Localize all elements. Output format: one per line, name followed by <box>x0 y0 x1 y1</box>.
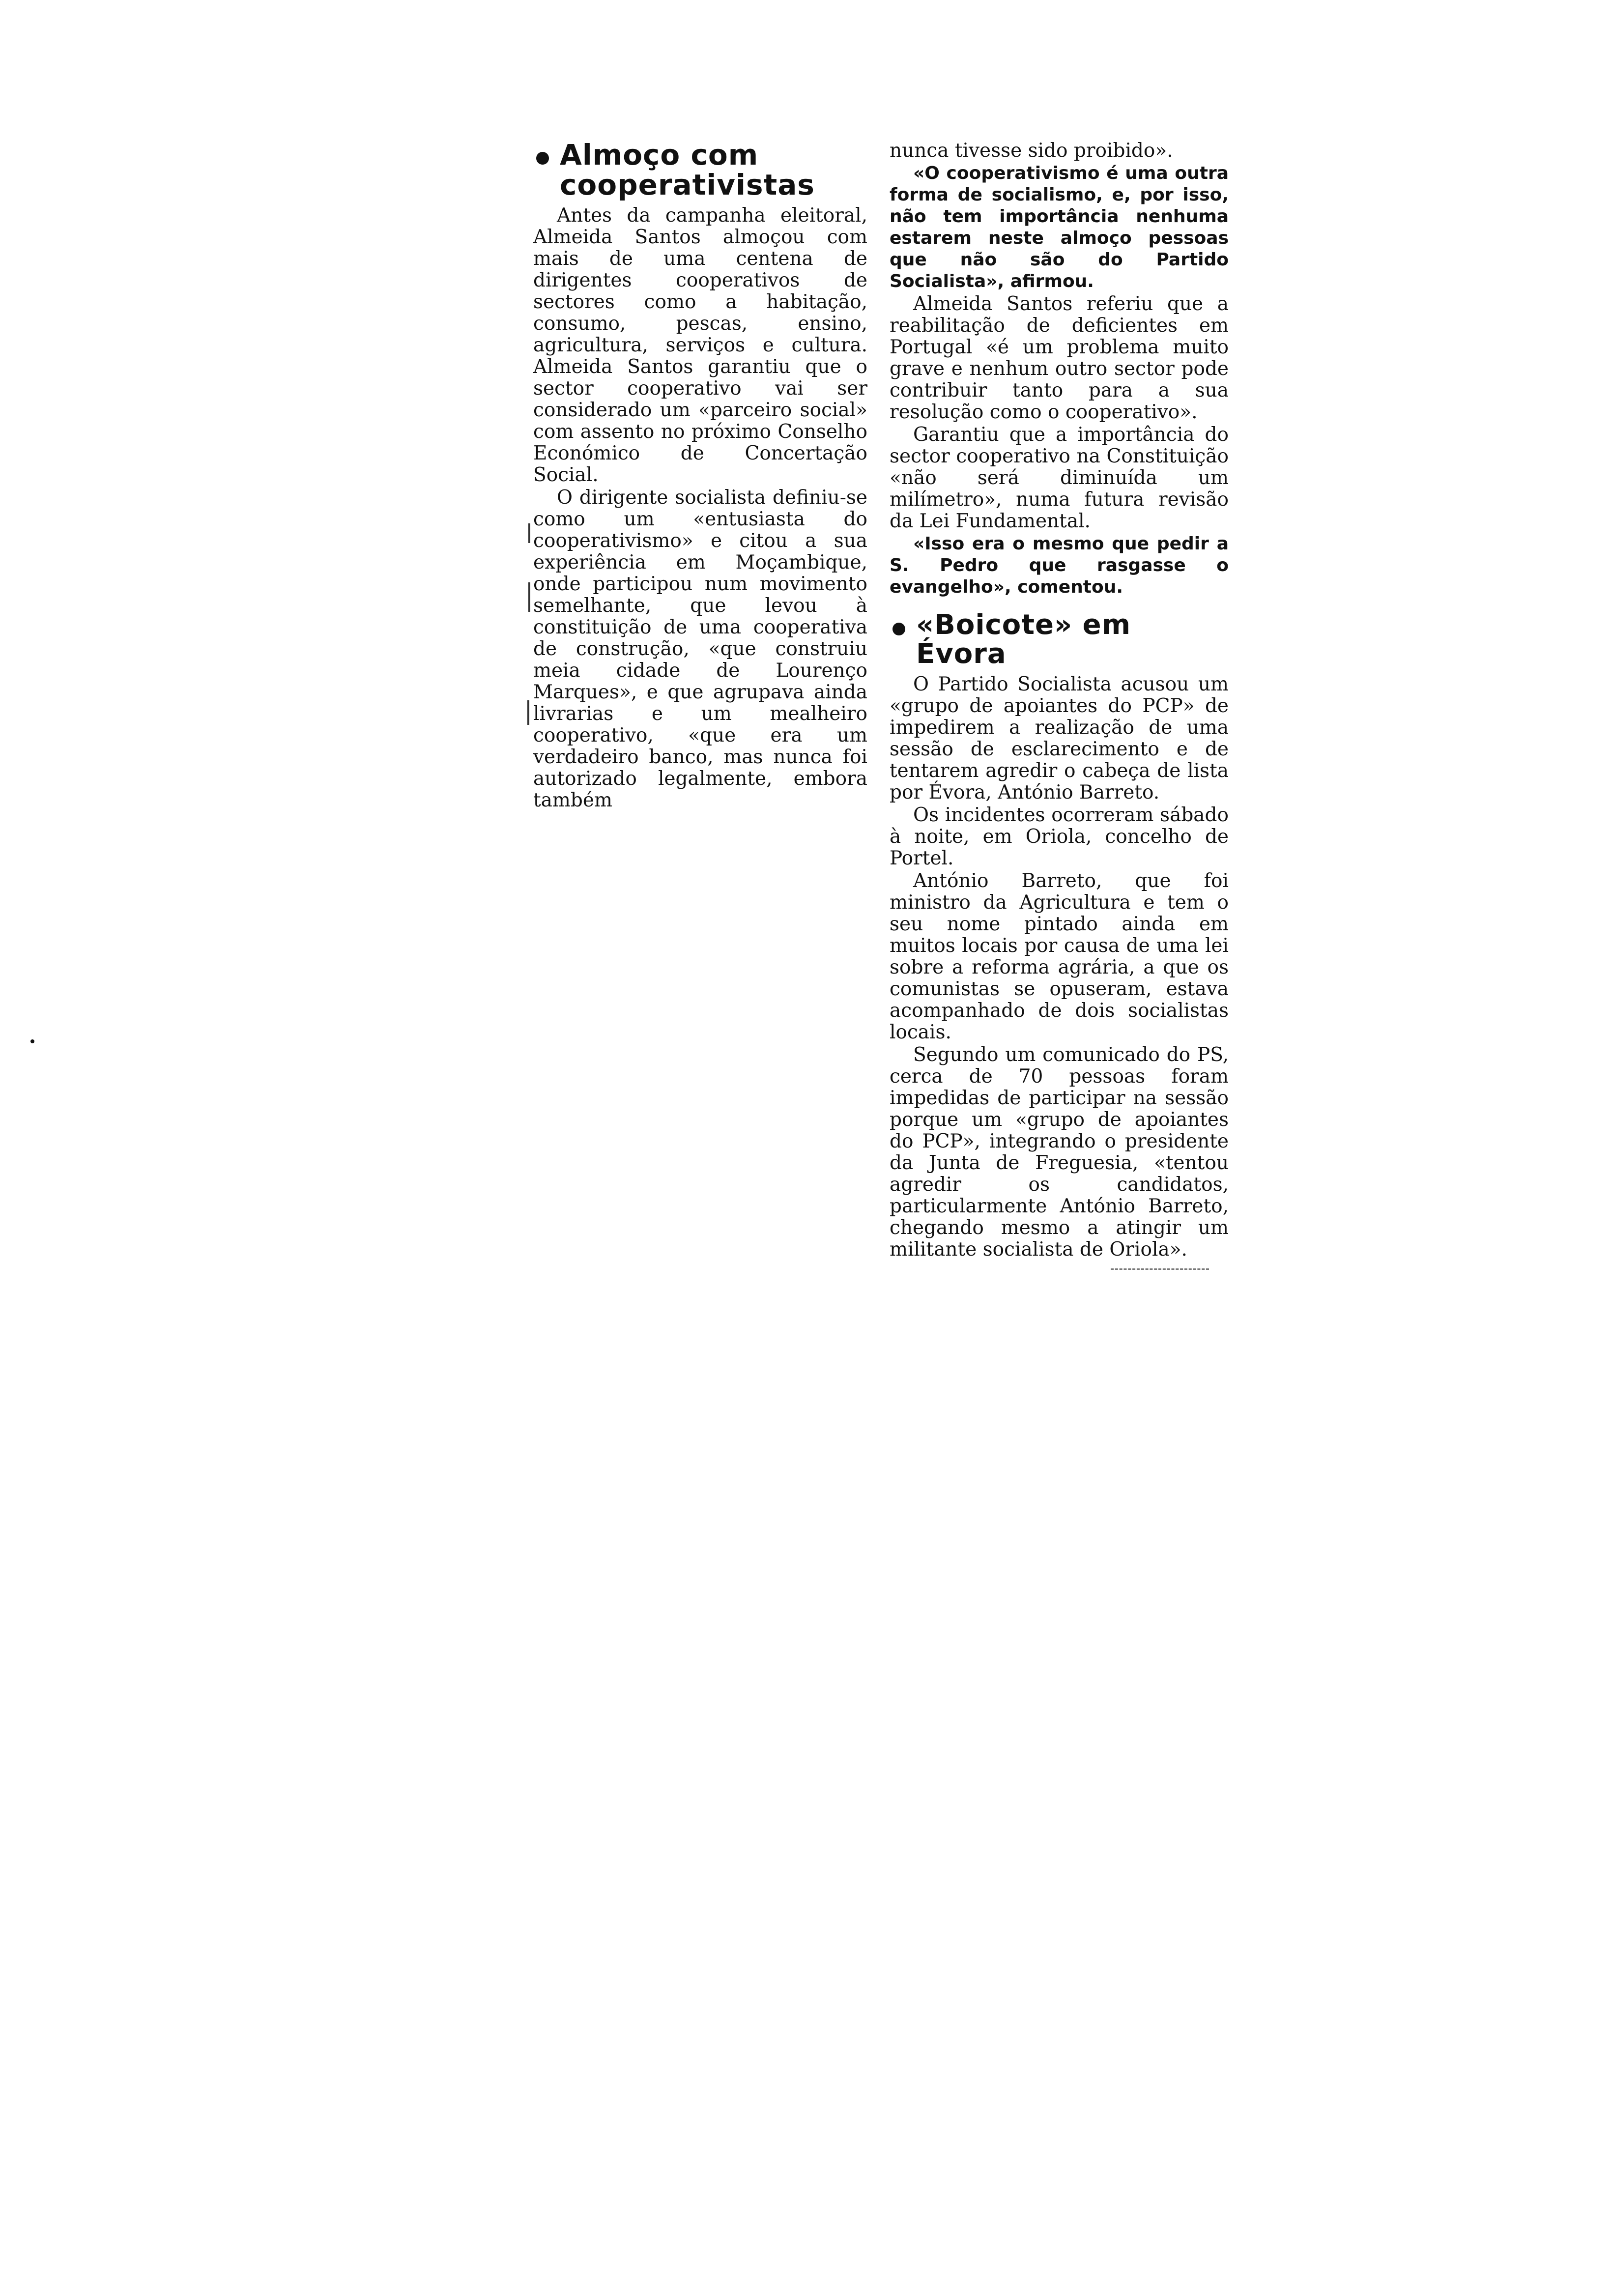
end-rule <box>1111 1268 1209 1270</box>
left-column <box>533 140 867 811</box>
paragraph: Segundo um comunicado do PS, cerca de 70 pessoas foram impedidas de participar na sessão porque um «grupo de apoiantes do PCP», integrando o presidente da Junta de Freguesia, «tentou agredir os candidatos, particularmente António Barreto, chegando mesmo a atingir um militante socialista de Oriola». <box>890 1043 1229 1261</box>
paragraph-quote: «Isso era o mesmo que pedir a S. Pedro que rasgasse o evangelho», comentou. <box>890 534 1229 597</box>
paragraph-quote: «O cooperativismo é uma outra forma de socialismo, e, por isso, não tem importância nenhuma estarem neste almoço pessoas que não são do Partido Socialista», afirmou. <box>890 163 1229 291</box>
paragraph: Os incidentes ocorreram sábado à noite, em Oriola, concelho de Portel. <box>890 804 1229 869</box>
scan-speck <box>30 1039 34 1043</box>
paragraph: Antes da campanha eleitoral, Almeida Santos almoçou com mais de uma centena de dirigentes cooperativos de sectores como a habitação, consumo, pescas, ensino, agricultura, serviços e cultura. Almeida Santos garantiu que o sector cooperativo vai ser considerado um «parceiro social» com assento no próximo Conselho Económico de Concertação Social. <box>533 204 867 486</box>
paragraph: O dirigente socialista definiu-se como um «entusiasta do cooperativismo» e citou a sua experiência em Moçambique, onde participou num movimento semelhante, que levou à constituição de uma cooperativa de construção, «que construiu meia cidade de Lourenço Marques», e que agrupava ainda livrarias e um mealheiro cooperativo, «que era um verdadeiro banco, mas nunca foi autorizado legalmente, embora também <box>533 486 867 811</box>
scan-edge-mark <box>527 700 529 725</box>
paragraph: nunca tivesse sido proibido». <box>890 140 1173 162</box>
headline-almoco <box>533 140 867 200</box>
paragraph: António Barreto, que foi ministro da Agricultura e tem o seu nome pintado ainda em muitos locais por causa de uma lei sobre a reforma agrária, a que os comunistas se opuseram, estava acompanhado de dois socialistas locais. <box>890 869 1229 1043</box>
paragraph: Almeida Santos referiu que a reabilitação de deficientes em Portugal «é um problema muito grave e nenhum outro sector pode contribuir tanto para a sua resolução como o cooperativo». <box>890 293 1229 423</box>
bullet-icon <box>536 152 549 165</box>
scan-edge-mark <box>528 523 530 543</box>
headline-text: Almoço com cooperativistas <box>560 138 815 201</box>
headline-text: «Boicote» em Évora <box>916 609 1131 670</box>
paragraph: O Partido Socialista acusou um «grupo de apoiantes do PCP» de impedirem a realização de uma sessão de esclarecimento e de tentarem agredir o cabeça de lista por Évora, António Barreto. <box>890 673 1229 804</box>
right-column <box>890 140 1229 1270</box>
paragraph: Garantiu que a importância do sector cooperativo na Constituição «não será diminuída um milímetro», numa futura revisão da Lei Fundamental. <box>890 424 1229 532</box>
newspaper-clipping <box>533 138 1229 1565</box>
bullet-icon <box>892 623 905 635</box>
headline-boicote <box>890 611 1229 669</box>
scan-edge-mark <box>528 582 530 612</box>
